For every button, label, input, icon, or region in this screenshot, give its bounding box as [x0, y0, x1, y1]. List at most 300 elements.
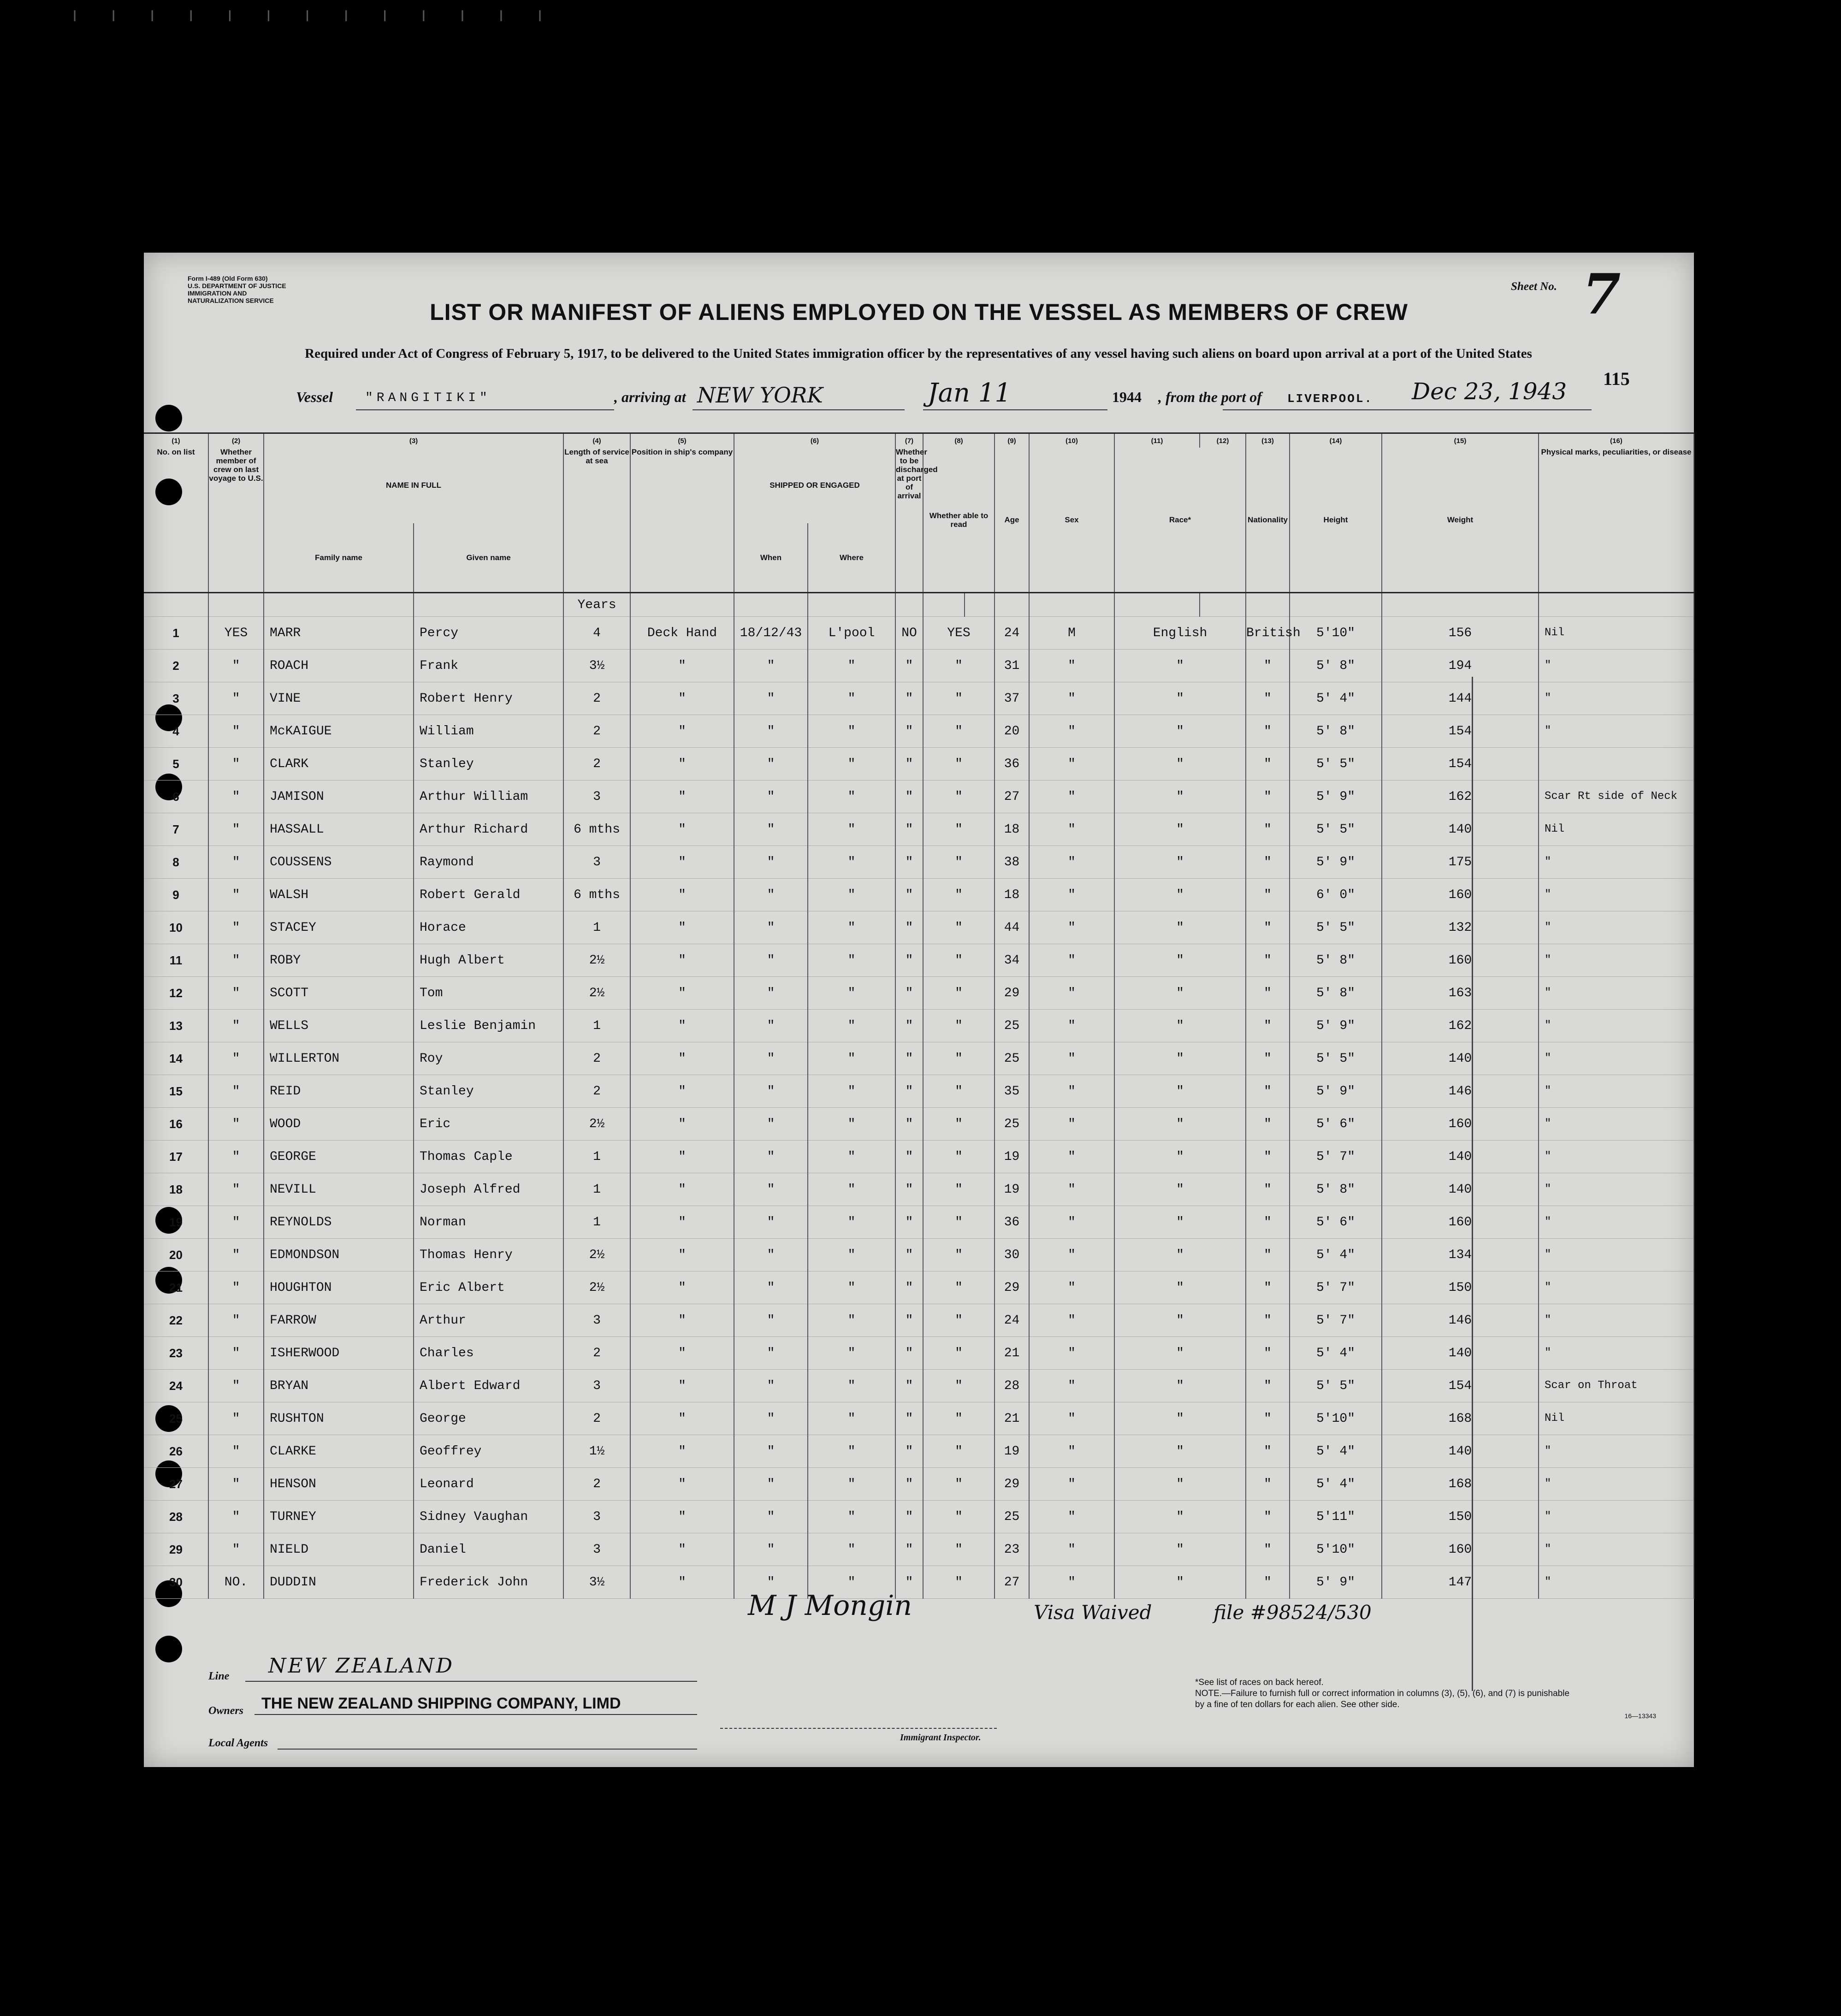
- prev-member: ": [208, 1206, 264, 1239]
- given-name: Arthur Richard: [414, 813, 563, 846]
- weight: 144: [1382, 682, 1539, 715]
- prev-member: ": [208, 1173, 264, 1206]
- weight: 162: [1382, 780, 1539, 813]
- sex: ": [1029, 1337, 1114, 1370]
- height: 5' 8": [1290, 977, 1382, 1010]
- physical-marks: ": [1539, 1108, 1694, 1141]
- weight: 156: [1382, 617, 1539, 650]
- position: ": [630, 650, 734, 682]
- family-name: ROACH: [264, 650, 414, 682]
- shipped-where: ": [808, 748, 895, 780]
- col-num: (10): [1029, 433, 1114, 448]
- physical-marks: ": [1539, 1075, 1694, 1108]
- crew-no: 9: [144, 879, 208, 911]
- to-be-discharged: ": [895, 1435, 923, 1468]
- given-name: Hugh Albert: [414, 944, 563, 977]
- prev-member: NO.: [208, 1566, 264, 1599]
- header-sex: Sex: [1029, 448, 1114, 593]
- given-name: Thomas Caple: [414, 1141, 563, 1173]
- nationality: ": [1246, 1402, 1290, 1435]
- race: ": [1114, 911, 1246, 944]
- shipped-when: ": [734, 1468, 808, 1501]
- sex: ": [1029, 879, 1114, 911]
- age: 24: [994, 1304, 1029, 1337]
- family-name: HASSALL: [264, 813, 414, 846]
- shipped-when: ": [734, 1435, 808, 1468]
- family-name: JAMISON: [264, 780, 414, 813]
- nationality: ": [1246, 1206, 1290, 1239]
- crew-no: 29: [144, 1533, 208, 1566]
- height: 5' 9": [1290, 1075, 1382, 1108]
- age: 29: [994, 1468, 1029, 1501]
- nationality: ": [1246, 1010, 1290, 1042]
- crew-no: 2: [144, 650, 208, 682]
- age: 25: [994, 1042, 1029, 1075]
- shipped-when: ": [734, 1141, 808, 1173]
- table-row: [144, 1468, 1694, 1501]
- prev-member: ": [208, 1108, 264, 1141]
- able-to-read: ": [923, 1239, 994, 1271]
- race: ": [1114, 846, 1246, 879]
- height: 5' 9": [1290, 1010, 1382, 1042]
- shipped-where: ": [808, 1337, 895, 1370]
- height: 5' 4": [1290, 1468, 1382, 1501]
- length-service: 2: [563, 1402, 630, 1435]
- crew-no: 28: [144, 1501, 208, 1533]
- shipped-where: L'pool: [808, 617, 895, 650]
- shipped-when: ": [734, 1533, 808, 1566]
- height: 5' 4": [1290, 1239, 1382, 1271]
- shipped-when: ": [734, 1075, 808, 1108]
- prev-member: ": [208, 879, 264, 911]
- weight: 140: [1382, 1435, 1539, 1468]
- prev-member: ": [208, 1501, 264, 1533]
- race: ": [1114, 1337, 1246, 1370]
- age: 30: [994, 1239, 1029, 1271]
- position: ": [630, 1501, 734, 1533]
- to-be-discharged: ": [895, 1370, 923, 1402]
- given-name: Leonard: [414, 1468, 563, 1501]
- nationality: ": [1246, 879, 1290, 911]
- length-service: 1: [563, 1173, 630, 1206]
- shipped-when: ": [734, 682, 808, 715]
- age: 36: [994, 1206, 1029, 1239]
- physical-marks: ": [1539, 682, 1694, 715]
- able-to-read: ": [923, 748, 994, 780]
- to-be-discharged: ": [895, 1042, 923, 1075]
- shipped-when: ": [734, 911, 808, 944]
- height: 5' 4": [1290, 1435, 1382, 1468]
- physical-marks: ": [1539, 1042, 1694, 1075]
- sex: ": [1029, 813, 1114, 846]
- height: 5' 8": [1290, 944, 1382, 977]
- table-row: [144, 879, 1694, 911]
- given-name: Leslie Benjamin: [414, 1010, 563, 1042]
- shipped-where: ": [808, 1173, 895, 1206]
- to-be-discharged: ": [895, 682, 923, 715]
- crew-no: 24: [144, 1370, 208, 1402]
- age: 20: [994, 715, 1029, 748]
- age: 44: [994, 911, 1029, 944]
- shipped-when: ": [734, 1206, 808, 1239]
- position: ": [630, 1271, 734, 1304]
- prev-member: ": [208, 1468, 264, 1501]
- header-when: When: [734, 523, 808, 593]
- to-be-discharged: ": [895, 1402, 923, 1435]
- family-name: WALSH: [264, 879, 414, 911]
- able-to-read: ": [923, 1206, 994, 1239]
- family-name: EDMONDSON: [264, 1239, 414, 1271]
- to-be-discharged: NO: [895, 617, 923, 650]
- race: ": [1114, 944, 1246, 977]
- weight: 140: [1382, 1042, 1539, 1075]
- crew-no: 10: [144, 911, 208, 944]
- nationality: ": [1246, 846, 1290, 879]
- shipped-when: ": [734, 650, 808, 682]
- sex: ": [1029, 1402, 1114, 1435]
- page-number: 115: [1603, 368, 1630, 389]
- physical-marks: ": [1539, 1566, 1694, 1599]
- given-name: Frederick John: [414, 1566, 563, 1599]
- position: ": [630, 911, 734, 944]
- to-be-discharged: ": [895, 977, 923, 1010]
- table-row: [144, 682, 1694, 715]
- length-service: 6 mths: [563, 879, 630, 911]
- table-row: [144, 1108, 1694, 1141]
- crew-no: 8: [144, 846, 208, 879]
- age: 29: [994, 977, 1029, 1010]
- sex: ": [1029, 1108, 1114, 1141]
- position: ": [630, 1108, 734, 1141]
- shipped-when: ": [734, 1337, 808, 1370]
- age: 31: [994, 650, 1029, 682]
- position: ": [630, 1468, 734, 1501]
- col-num: (12): [1200, 433, 1246, 448]
- prev-member: ": [208, 780, 264, 813]
- col-num: (16): [1539, 433, 1694, 448]
- table-row: [144, 1010, 1694, 1042]
- height: 5' 6": [1290, 1108, 1382, 1141]
- sex: ": [1029, 1042, 1114, 1075]
- given-name: Horace: [414, 911, 563, 944]
- given-name: William: [414, 715, 563, 748]
- able-to-read: ": [923, 650, 994, 682]
- height: 5'10": [1290, 1402, 1382, 1435]
- shipped-when: ": [734, 1042, 808, 1075]
- given-name: George: [414, 1402, 563, 1435]
- length-service: 1: [563, 1010, 630, 1042]
- header-height: Height: [1290, 448, 1382, 593]
- shipped-when: ": [734, 715, 808, 748]
- weight: 134: [1382, 1239, 1539, 1271]
- position: ": [630, 846, 734, 879]
- position: ": [630, 748, 734, 780]
- able-to-read: ": [923, 1271, 994, 1304]
- table-row: [144, 977, 1694, 1010]
- age: 24: [994, 617, 1029, 650]
- shipped-where: ": [808, 1075, 895, 1108]
- weight: 168: [1382, 1402, 1539, 1435]
- shipped-where: ": [808, 1370, 895, 1402]
- physical-marks: ": [1539, 1435, 1694, 1468]
- age: 29: [994, 1271, 1029, 1304]
- sex: ": [1029, 1304, 1114, 1337]
- visa-note: Visa Waived: [1034, 1601, 1152, 1624]
- nationality: ": [1246, 748, 1290, 780]
- line-value: NEW ZEALAND: [268, 1654, 455, 1678]
- position: Deck Hand: [630, 617, 734, 650]
- table-row: [144, 748, 1694, 780]
- departure-port: LIVERPOOL.: [1287, 392, 1373, 406]
- physical-marks: ": [1539, 1337, 1694, 1370]
- to-be-discharged: ": [895, 1468, 923, 1501]
- age: 37: [994, 682, 1029, 715]
- able-to-read: ": [923, 1566, 994, 1599]
- position: ": [630, 1533, 734, 1566]
- prev-member: ": [208, 650, 264, 682]
- length-service: 2: [563, 1468, 630, 1501]
- family-name: VINE: [264, 682, 414, 715]
- family-name: FARROW: [264, 1304, 414, 1337]
- race: ": [1114, 1370, 1246, 1402]
- position: ": [630, 813, 734, 846]
- physical-marks: ": [1539, 944, 1694, 977]
- years-row: [144, 593, 1694, 617]
- position: ": [630, 1042, 734, 1075]
- length-service: 3: [563, 1304, 630, 1337]
- given-name: Robert Henry: [414, 682, 563, 715]
- length-service: 1: [563, 1206, 630, 1239]
- weight: 194: [1382, 650, 1539, 682]
- nationality: ": [1246, 1337, 1290, 1370]
- race: ": [1114, 1206, 1246, 1239]
- crew-no: 18: [144, 1173, 208, 1206]
- col-num: (11): [1114, 433, 1200, 448]
- height: 5' 4": [1290, 1337, 1382, 1370]
- given-name: Frank: [414, 650, 563, 682]
- crew-no: 14: [144, 1042, 208, 1075]
- able-to-read: ": [923, 1533, 994, 1566]
- race: English: [1114, 617, 1246, 650]
- shipped-when: 18/12/43: [734, 617, 808, 650]
- nationality: ": [1246, 1042, 1290, 1075]
- nationality: ": [1246, 650, 1290, 682]
- weight: 163: [1382, 977, 1539, 1010]
- race: ": [1114, 682, 1246, 715]
- length-service: 3½: [563, 650, 630, 682]
- given-name: Eric Albert: [414, 1271, 563, 1304]
- to-be-discharged: ": [895, 1075, 923, 1108]
- race: ": [1114, 1402, 1246, 1435]
- given-name: Daniel: [414, 1533, 563, 1566]
- col-num: (7): [895, 433, 923, 448]
- years-label: Years: [563, 593, 630, 617]
- nationality: ": [1246, 682, 1290, 715]
- shipped-where: ": [808, 1468, 895, 1501]
- weight: 140: [1382, 1173, 1539, 1206]
- height: 5' 5": [1290, 748, 1382, 780]
- to-be-discharged: ": [895, 911, 923, 944]
- shipped-where: ": [808, 650, 895, 682]
- race: ": [1114, 1042, 1246, 1075]
- to-be-discharged: ": [895, 1337, 923, 1370]
- age: 27: [994, 1566, 1029, 1599]
- nationality: ": [1246, 1304, 1290, 1337]
- nationality: ": [1246, 1173, 1290, 1206]
- table-row: [144, 1566, 1694, 1599]
- sheet-number: 7: [1582, 262, 1621, 327]
- weight: 140: [1382, 1141, 1539, 1173]
- header-discharged: Whether to be discharged at port of arrival: [895, 448, 923, 593]
- able-to-read: ": [923, 1010, 994, 1042]
- weight: 154: [1382, 1370, 1539, 1402]
- length-service: 3: [563, 1533, 630, 1566]
- race: ": [1114, 748, 1246, 780]
- punch-hole: [155, 1636, 182, 1662]
- shipped-when: ": [734, 1566, 808, 1599]
- table-row: [144, 1533, 1694, 1566]
- header-age: Age: [994, 448, 1029, 593]
- physical-marks: ": [1539, 1468, 1694, 1501]
- crew-no: 3: [144, 682, 208, 715]
- age: 35: [994, 1075, 1029, 1108]
- crew-no: 20: [144, 1239, 208, 1271]
- table-row: [144, 1402, 1694, 1435]
- table-row: [144, 1337, 1694, 1370]
- prev-member: ": [208, 1075, 264, 1108]
- position: ": [630, 1304, 734, 1337]
- race: ": [1114, 1108, 1246, 1141]
- weight: 160: [1382, 1206, 1539, 1239]
- weight: 150: [1382, 1501, 1539, 1533]
- physical-marks: ": [1539, 879, 1694, 911]
- owners-label: Owners: [208, 1705, 244, 1717]
- family-name: HENSON: [264, 1468, 414, 1501]
- family-name: CLARK: [264, 748, 414, 780]
- sex: ": [1029, 1141, 1114, 1173]
- film-edge-marks: ╷╷╷╷╷╷╷╷╷╷╷╷╷: [69, 0, 574, 21]
- to-be-discharged: ": [895, 813, 923, 846]
- length-service: 3: [563, 1370, 630, 1402]
- family-name: WILLERTON: [264, 1042, 414, 1075]
- to-be-discharged: ": [895, 715, 923, 748]
- shipped-where: ": [808, 715, 895, 748]
- sex: ": [1029, 1501, 1114, 1533]
- nationality: ": [1246, 1566, 1290, 1599]
- shipped-where: ": [808, 977, 895, 1010]
- nationality: British: [1246, 617, 1290, 650]
- height: 5' 6": [1290, 1206, 1382, 1239]
- physical-marks: ": [1539, 1010, 1694, 1042]
- race: ": [1114, 1271, 1246, 1304]
- prev-member: YES: [208, 617, 264, 650]
- nationality: ": [1246, 911, 1290, 944]
- position: ": [630, 1566, 734, 1599]
- crew-no: 19: [144, 1206, 208, 1239]
- physical-marks: ": [1539, 715, 1694, 748]
- age: 27: [994, 780, 1029, 813]
- sex: ": [1029, 1533, 1114, 1566]
- nationality: ": [1246, 715, 1290, 748]
- sex: ": [1029, 846, 1114, 879]
- able-to-read: ": [923, 1435, 994, 1468]
- height: 5' 5": [1290, 813, 1382, 846]
- given-name: Robert Gerald: [414, 879, 563, 911]
- length-service: 1: [563, 911, 630, 944]
- table-row: [144, 1435, 1694, 1468]
- family-name: STACEY: [264, 911, 414, 944]
- from-label: , from the port of: [1158, 389, 1262, 405]
- sex: ": [1029, 1271, 1114, 1304]
- height: 5' 7": [1290, 1141, 1382, 1173]
- length-service: 6 mths: [563, 813, 630, 846]
- to-be-discharged: ": [895, 1566, 923, 1599]
- prev-member: ": [208, 911, 264, 944]
- shipped-where: ": [808, 911, 895, 944]
- nationality: ": [1246, 944, 1290, 977]
- length-service: 2: [563, 682, 630, 715]
- nationality: ": [1246, 1435, 1290, 1468]
- col-num: (14): [1290, 433, 1382, 448]
- table-row: [144, 1173, 1694, 1206]
- nationality: ": [1246, 977, 1290, 1010]
- table-row: [144, 1042, 1694, 1075]
- to-be-discharged: ": [895, 1141, 923, 1173]
- arriving-label: , arriving at: [614, 389, 686, 405]
- height: 5' 7": [1290, 1304, 1382, 1337]
- position: ": [630, 1173, 734, 1206]
- family-name: ISHERWOOD: [264, 1337, 414, 1370]
- department: U.S. DEPARTMENT OF JUSTICE: [188, 282, 286, 290]
- given-name: Raymond: [414, 846, 563, 879]
- sex: ": [1029, 715, 1114, 748]
- to-be-discharged: ": [895, 879, 923, 911]
- able-to-read: ": [923, 1141, 994, 1173]
- family-name: NEVILL: [264, 1173, 414, 1206]
- position: ": [630, 944, 734, 977]
- length-service: 4: [563, 617, 630, 650]
- nationality: ": [1246, 1533, 1290, 1566]
- age: 19: [994, 1141, 1029, 1173]
- prev-member: ": [208, 1402, 264, 1435]
- col-num: (4): [563, 433, 630, 448]
- departure-date: Dec 23, 1943: [1412, 378, 1567, 405]
- header-no-on-list: No. on list: [144, 448, 208, 593]
- to-be-discharged: ": [895, 780, 923, 813]
- table-row: [144, 1501, 1694, 1533]
- age: 19: [994, 1435, 1029, 1468]
- weight: 147: [1382, 1566, 1539, 1599]
- shipped-where: ": [808, 1141, 895, 1173]
- weight: 146: [1382, 1075, 1539, 1108]
- sex: M: [1029, 617, 1114, 650]
- able-to-read: ": [923, 1501, 994, 1533]
- family-name: RUSHTON: [264, 1402, 414, 1435]
- crew-no: 25: [144, 1402, 208, 1435]
- prev-member: ": [208, 715, 264, 748]
- shipped-where: ": [808, 1435, 895, 1468]
- physical-marks: ": [1539, 1206, 1694, 1239]
- shipped-where: ": [808, 1239, 895, 1271]
- given-name: Arthur: [414, 1304, 563, 1337]
- physical-marks: ": [1539, 1271, 1694, 1304]
- given-name: Roy: [414, 1042, 563, 1075]
- col-num: (5): [630, 433, 734, 448]
- family-name: ROBY: [264, 944, 414, 977]
- header-name-in-full: NAME IN FULL: [264, 448, 563, 523]
- physical-marks: Scar on Throat: [1539, 1370, 1694, 1402]
- physical-marks: Nil: [1539, 813, 1694, 846]
